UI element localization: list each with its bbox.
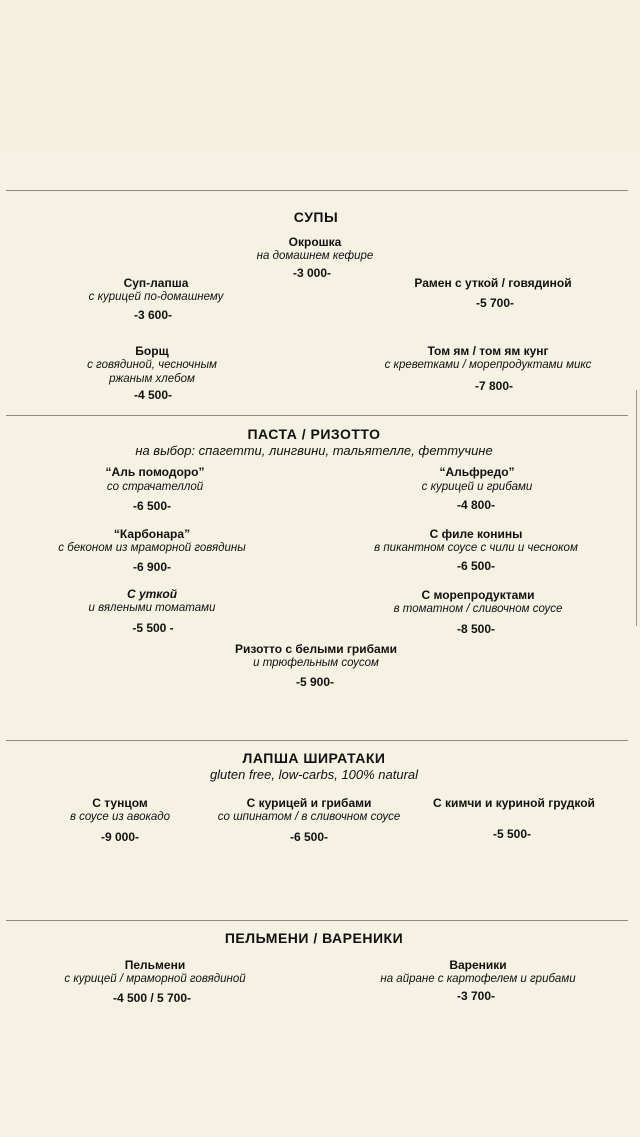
divider	[6, 415, 628, 416]
dish-desc: ржаным хлебом	[109, 373, 195, 385]
dish-price: -8 500-	[456, 622, 496, 636]
dish-name: С курицей и грибами	[246, 796, 372, 810]
dish-name: Том ям / том ям кунг	[427, 344, 549, 358]
dish-name: Борщ	[135, 344, 169, 358]
dish-desc: в томатном / сливочном соусе	[393, 603, 563, 615]
dish-desc: на домашнем кефире	[256, 250, 374, 262]
dish-name: Рамен с уткой / говядиной	[414, 276, 572, 290]
divider	[6, 190, 628, 191]
section-title-dumplings: ПЕЛЬМЕНИ / ВАРЕНИКИ	[224, 930, 404, 946]
dish-desc: с курицей и грибами	[421, 481, 533, 493]
dish-desc: и вялеными томатами	[88, 602, 216, 614]
dish-name: “Альфредо”	[439, 465, 515, 479]
divider	[6, 740, 628, 741]
dish-desc: с курицей по-домашнему	[88, 291, 224, 303]
dish-desc: со шпинатом / в сливочном соусе	[217, 811, 401, 823]
dish-name: “Карбонара”	[113, 527, 191, 541]
dish-desc: и трюфельным соусом	[253, 657, 379, 669]
dish-name: Вареники	[449, 958, 507, 972]
dish-price: -4 800-	[456, 498, 496, 512]
dish-price: -3 600-	[133, 308, 173, 322]
dish-price: -5 500 -	[132, 621, 174, 635]
dish-name: Окрошка	[288, 235, 342, 249]
dish-price: -4 500 / 5 700-	[112, 991, 192, 1005]
dish-name: С кимчи и куриной грудкой	[433, 796, 595, 810]
dish-desc: со страчателлой	[106, 481, 204, 493]
section-title-shirataki: ЛАПША ШИРАТАКИ	[242, 750, 386, 766]
section-title-pasta: ПАСТА / РИЗОТТО	[247, 426, 381, 442]
scrollbar-track[interactable]	[636, 390, 637, 626]
dish-price: -6 500-	[289, 830, 329, 844]
dish-desc: с курицей / мраморной говядиной	[64, 973, 246, 985]
dish-desc: на айране с картофелем и грибами	[380, 973, 576, 985]
dish-name: Ризотто с белыми грибами	[235, 642, 397, 656]
dish-desc: с креветками / морепродуктами микс	[384, 359, 592, 371]
section-title-soups: СУПЫ	[293, 209, 339, 225]
dish-price: -4 500-	[133, 388, 173, 402]
dish-desc: в соусе из авокадо	[69, 811, 171, 823]
dish-name: С тунцом	[92, 796, 148, 810]
dish-desc: с беконом из мраморной говядины	[58, 542, 246, 554]
dish-name: “Аль помодоро”	[105, 465, 205, 479]
top-blank-area	[0, 0, 640, 150]
dish-price: -5 700-	[475, 296, 515, 310]
dish-price: -6 500-	[456, 559, 496, 573]
dish-name: С уткой	[126, 587, 178, 601]
dish-desc: с говядиной, чесночным	[87, 359, 217, 371]
dish-price: -5 500-	[492, 827, 532, 841]
dish-desc: в пикантном соусе с чили и чесноком	[374, 542, 578, 554]
section-subtitle-pasta: на выбор: спагетти, лингвини, тальятелле, феттучине	[135, 443, 493, 458]
dish-price: -3 700-	[456, 989, 496, 1003]
dish-price: -6 900-	[132, 560, 172, 574]
dish-price: -3 000-	[292, 266, 332, 280]
section-subtitle-shirataki: gluten free, low-carbs, 100% natural	[209, 767, 419, 782]
dish-price: -6 500-	[132, 499, 172, 513]
dish-name: С морепродуктами	[421, 588, 535, 602]
dish-price: -7 800-	[474, 379, 514, 393]
divider	[6, 920, 628, 921]
dish-price: -5 900-	[295, 675, 335, 689]
dish-name: Пельмени	[124, 958, 186, 972]
dish-price: -9 000-	[100, 830, 140, 844]
dish-name: Суп-лапша	[123, 276, 189, 290]
dish-name: С филе конины	[429, 527, 523, 541]
